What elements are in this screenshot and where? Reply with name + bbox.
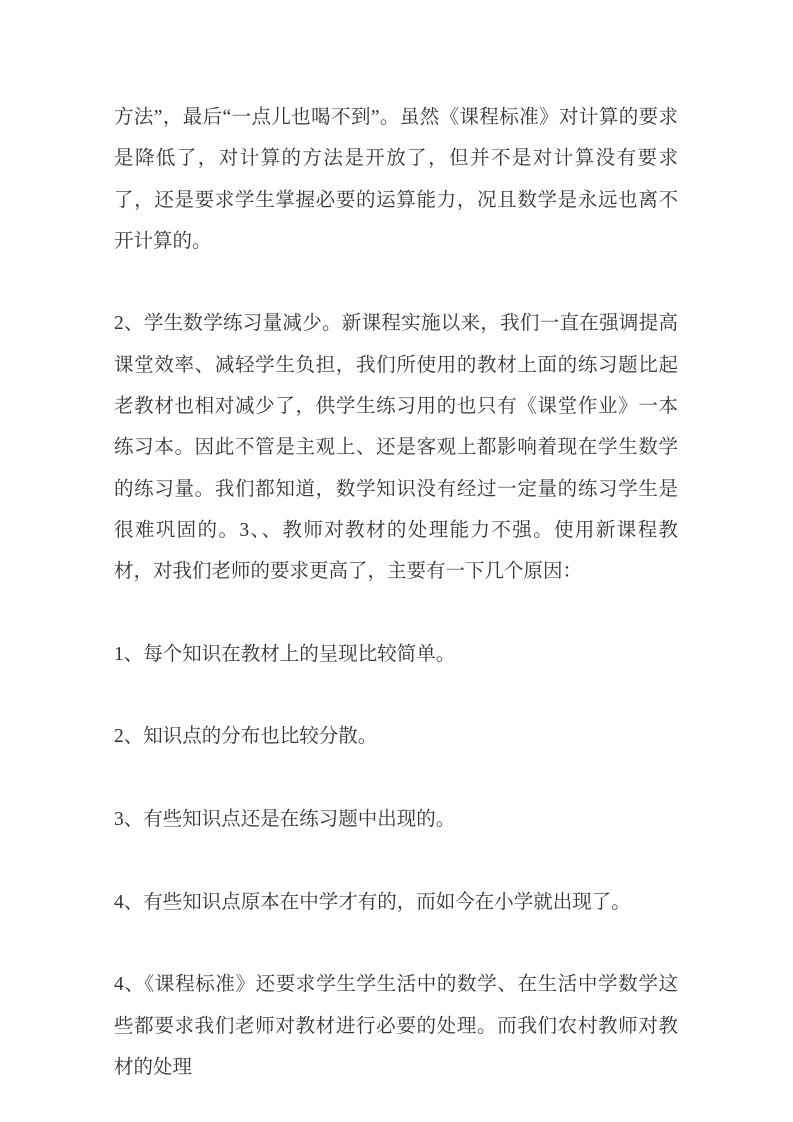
list-item-reason-2: 2、知识点的分布也比较分散。 <box>114 726 378 748</box>
paragraph-practice-reduction: 2、学生数学练习量减少。新课程实施以来，我们一直在强调提高课堂效率、减轻学生负担，我们所使用的教材上面的练习题比起老教材也相对减少了，供学生练习用的也只有《课堂作业》一本练习本。因此不管是主观上、还是客观上都影响着现在学生数学的练习量。我们都知道，数学知识没有经过一定量的练习学生是很难巩固的。3、、教师对教材的处理能力不强。使用新课程教材，对我们老师的要求更高了，主要有一下几个原因： <box>114 313 678 583</box>
list-item-reason-3: 3、有些知识点还是在练习题中出现的。 <box>114 809 456 831</box>
list-item-reason-4: 4、有些知识点原本在中学才有的，而如今在小学就出现了。 <box>114 891 631 913</box>
paragraph-calculation-requirements: 方法”，最后“一点儿也喝不到”。虽然《课程标准》对计算的要求是降低了，对计算的方法是开放了，但并不是对计算没有要求了，还是要求学生掌握必要的运算能力，况且数学是永远也离不开计算的。 <box>114 107 678 252</box>
paragraph-curriculum-standard-processing: 4、《课程标准》还要求学生学生活中的数学、在生活中学数学这些都要求我们老师对教材进行必要的处理。而我们农村教师对教材的处理 <box>114 974 678 1078</box>
document-text-block <box>114 97 678 1088</box>
list-item-reason-1: 1、每个知识在教材上的呈现比较简单。 <box>114 643 456 665</box>
